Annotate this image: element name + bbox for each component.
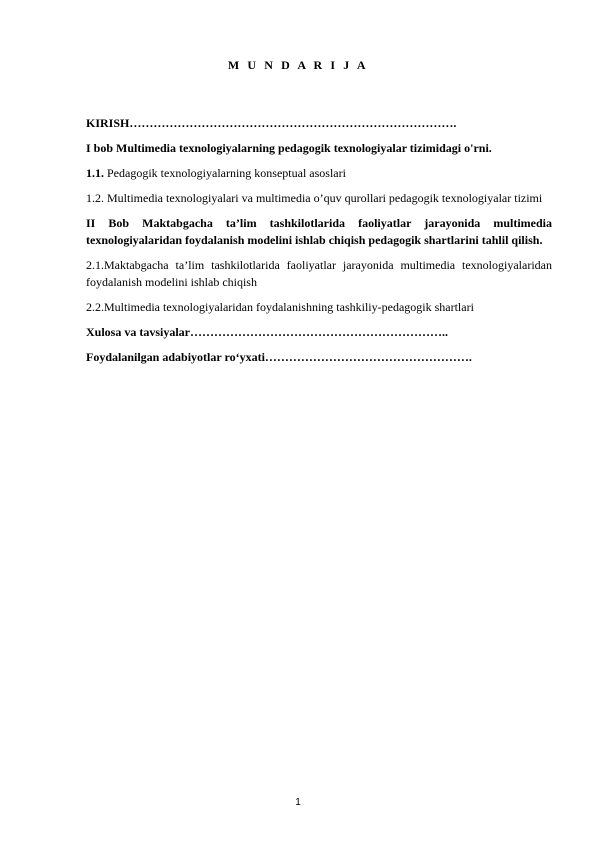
toc-entry-section-2-1: 2.1.Maktabgacha ta’lim tashkilotlarida faoliyatlar jarayonida multimedia texnologiyalaridan foydalanish modelini ishlab chiqish xyxy=(86,258,552,289)
toc-entry-references: Foydalanilgan adabiyotlar ro‘yxati……………………………………………. xyxy=(86,350,472,364)
toc-entry-intro: KIRISH………………………………………………………………………. xyxy=(86,116,457,130)
toc-entry-chapter-1: I bob Multimedia texnologiyalarning pedagogik texnologiyalar tizimidagi o'rni. xyxy=(86,141,492,155)
toc-entry-section-2-2: 2.2.Multimedia texnologiyalaridan foydalanishning tashkiliy-pedagogik shartlari xyxy=(86,300,474,314)
toc-entry-section-1-1 xyxy=(86,165,552,182)
page-title: M U N D A R I J A xyxy=(227,58,369,72)
toc-entry-conclusion: Xulosa va tavsiyalar……………………………………………………….. xyxy=(86,325,449,339)
section-title: Pedagogik texnologiyalarning konseptual asoslari xyxy=(104,166,346,180)
page-number: 1 xyxy=(295,797,301,808)
toc-entry-chapter-2: II Bob Maktabgacha ta’lim tashkilotlarida faoliyatlar jarayonida multimedia texnologiyalaridan foydalanish modelini ishlab chiqish pedagogik shartlarini tahlil qilish. xyxy=(86,216,552,247)
toc-entry-section-1-2: 1.2. Multimedia texnologiyalari va multimedia o’quv qurollari pedagogik texnologiyalar tizimi xyxy=(86,191,543,205)
table-of-contents xyxy=(86,115,552,374)
section-number: 1.1. xyxy=(86,166,104,180)
